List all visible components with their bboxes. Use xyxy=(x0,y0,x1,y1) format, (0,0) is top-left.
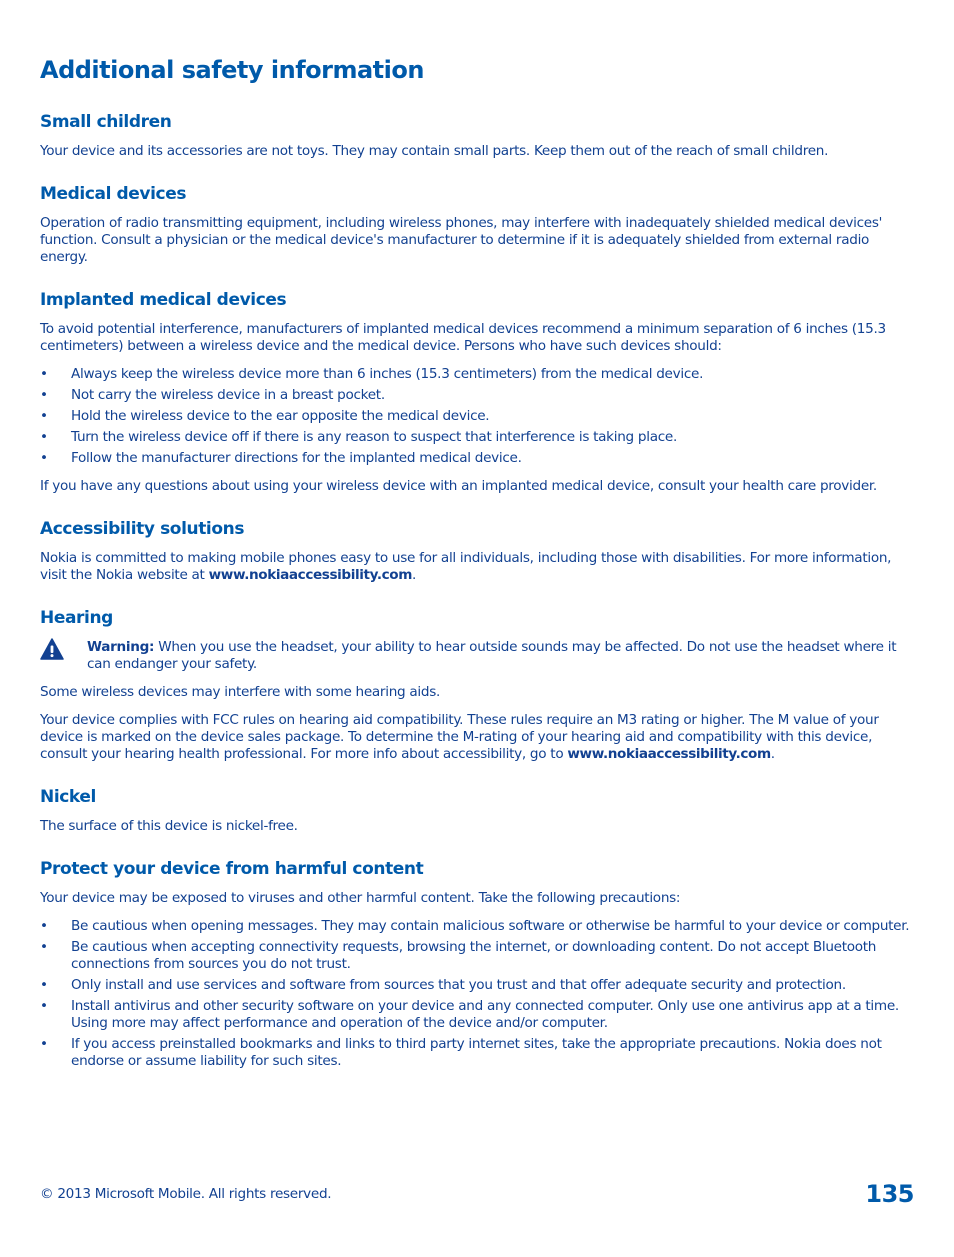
list-item-text: Follow the manufacturer directions for the implanted medical device. xyxy=(71,450,522,466)
bullet: • xyxy=(40,366,48,382)
paragraph: To avoid potential interference, manufacturers of implanted medical devices recommend a minimum separation of 6 inches (15.3 centimeters) between a wireless device and the medical device. Persons who have such devices should: xyxy=(40,321,886,354)
paragraph: Some wireless devices may interfere with some hearing aids. xyxy=(40,684,441,700)
list-item-text: Be cautious when opening messages. They may contain malicious software or otherwise be harmful to your device or computer. xyxy=(71,918,910,934)
accessibility-link[interactable]: www.nokiaaccessibility.com xyxy=(208,567,412,583)
list-item-text: Turn the wireless device off if there is any reason to suspect that interference is taking place. xyxy=(71,429,677,445)
paragraph xyxy=(40,550,914,584)
paragraph: Operation of radio transmitting equipment, including wireless phones, may interfere with inadequately shielded medical devices' function. Consult a physician or the medical device's manufacturer to determine if it is adequately shielded from external radio energy. xyxy=(40,215,883,265)
section-heading: Protect your device from harmful content xyxy=(40,859,424,879)
bullet: • xyxy=(40,918,48,934)
page-title: Additional safety information xyxy=(40,56,424,84)
warning-body: When you use the headset, your ability to hear outside sounds may be affected. Do not use the headset where it can endanger your safety. xyxy=(87,639,897,672)
list-item xyxy=(40,939,914,973)
paragraph-text: Nokia is committed to making mobile phones easy to use for all individuals, including those with disabilities. For more information, visit the Nokia website at xyxy=(40,550,892,583)
list-item xyxy=(40,408,914,425)
section-heading: Nickel xyxy=(40,787,96,807)
list-item-text: Always keep the wireless device more than 6 inches (15.3 centimeters) from the medical device. xyxy=(71,366,704,382)
accessibility-link[interactable]: www.nokiaaccessibility.com xyxy=(567,746,771,762)
bullet: • xyxy=(40,998,48,1014)
list-item-text: Install antivirus and other security software on your device and any connected computer. Only use one antivirus app at a time. Using more may affect performance and operation of the device and/or computer. xyxy=(71,998,899,1031)
paragraph-text: . xyxy=(411,567,417,583)
list-item xyxy=(40,918,914,935)
warning-text xyxy=(87,639,914,673)
list-item xyxy=(40,1036,914,1070)
list-item xyxy=(40,998,914,1032)
warning-triangle-icon xyxy=(40,638,64,660)
paragraph: Your device and its accessories are not toys. They may contain small parts. Keep them out of the reach of small children. xyxy=(40,143,829,159)
bullet-list xyxy=(40,366,914,467)
warning-note xyxy=(40,639,914,673)
section-medical-devices xyxy=(40,182,914,266)
paragraph-text: Your device complies with FCC rules on hearing aid compatibility. These rules require an M3 rating or higher. The M value of your device is marked on the device sales package. To determine the M-rating of your hearing aid and compatibility with this device, consult your hearing health professional. For more info about accessibility, go to xyxy=(40,712,879,762)
warning-label: Warning: xyxy=(87,639,155,655)
paragraph-text: . xyxy=(770,746,775,762)
paragraph xyxy=(40,712,914,763)
paragraph: If you have any questions about using your wireless device with an implanted medical device, consult your health care provider. xyxy=(40,478,877,494)
bullet: • xyxy=(40,939,48,955)
section-heading: Small children xyxy=(40,112,172,132)
list-item-text: Only install and use services and software from sources that you trust and that offer adequate security and protection. xyxy=(71,977,846,993)
section-accessibility xyxy=(40,517,914,584)
copyright-footer: © 2013 Microsoft Mobile. All rights reserved. xyxy=(40,1186,332,1202)
list-item-text: Hold the wireless device to the ear opposite the medical device. xyxy=(71,408,490,424)
section-hearing xyxy=(40,606,914,763)
list-item xyxy=(40,977,914,994)
section-protect-device xyxy=(40,857,914,1070)
list-item xyxy=(40,366,914,383)
list-item-text: Not carry the wireless device in a breast pocket. xyxy=(71,387,385,403)
section-heading: Medical devices xyxy=(40,184,187,204)
list-item-text: If you access preinstalled bookmarks and links to third party internet sites, take the appropriate precautions. Nokia does not endorse or assume liability for such sites. xyxy=(71,1036,882,1069)
list-item-text: Be cautious when accepting connectivity requests, browsing the internet, or downloading content. Do not accept Bluetooth connections from sources you do not trust. xyxy=(71,939,877,972)
paragraph: The surface of this device is nickel-free. xyxy=(40,818,298,834)
bullet: • xyxy=(40,387,48,403)
section-small-children xyxy=(40,110,914,160)
bullet: • xyxy=(40,1036,48,1052)
bullet-list xyxy=(40,918,914,1070)
section-heading: Implanted medical devices xyxy=(40,290,287,310)
section-heading: Hearing xyxy=(40,608,113,628)
list-item xyxy=(40,429,914,446)
list-item xyxy=(40,450,914,467)
bullet: • xyxy=(40,450,48,466)
section-implanted-medical-devices xyxy=(40,288,914,495)
paragraph: Your device may be exposed to viruses and other harmful content. Take the following precautions: xyxy=(40,890,681,906)
bullet: • xyxy=(40,408,48,424)
page-number: 135 xyxy=(865,1180,914,1208)
list-item xyxy=(40,387,914,404)
section-nickel xyxy=(40,785,914,835)
bullet: • xyxy=(40,429,48,445)
section-heading: Accessibility solutions xyxy=(40,519,245,539)
bullet: • xyxy=(40,977,48,993)
document-page xyxy=(40,52,914,1092)
